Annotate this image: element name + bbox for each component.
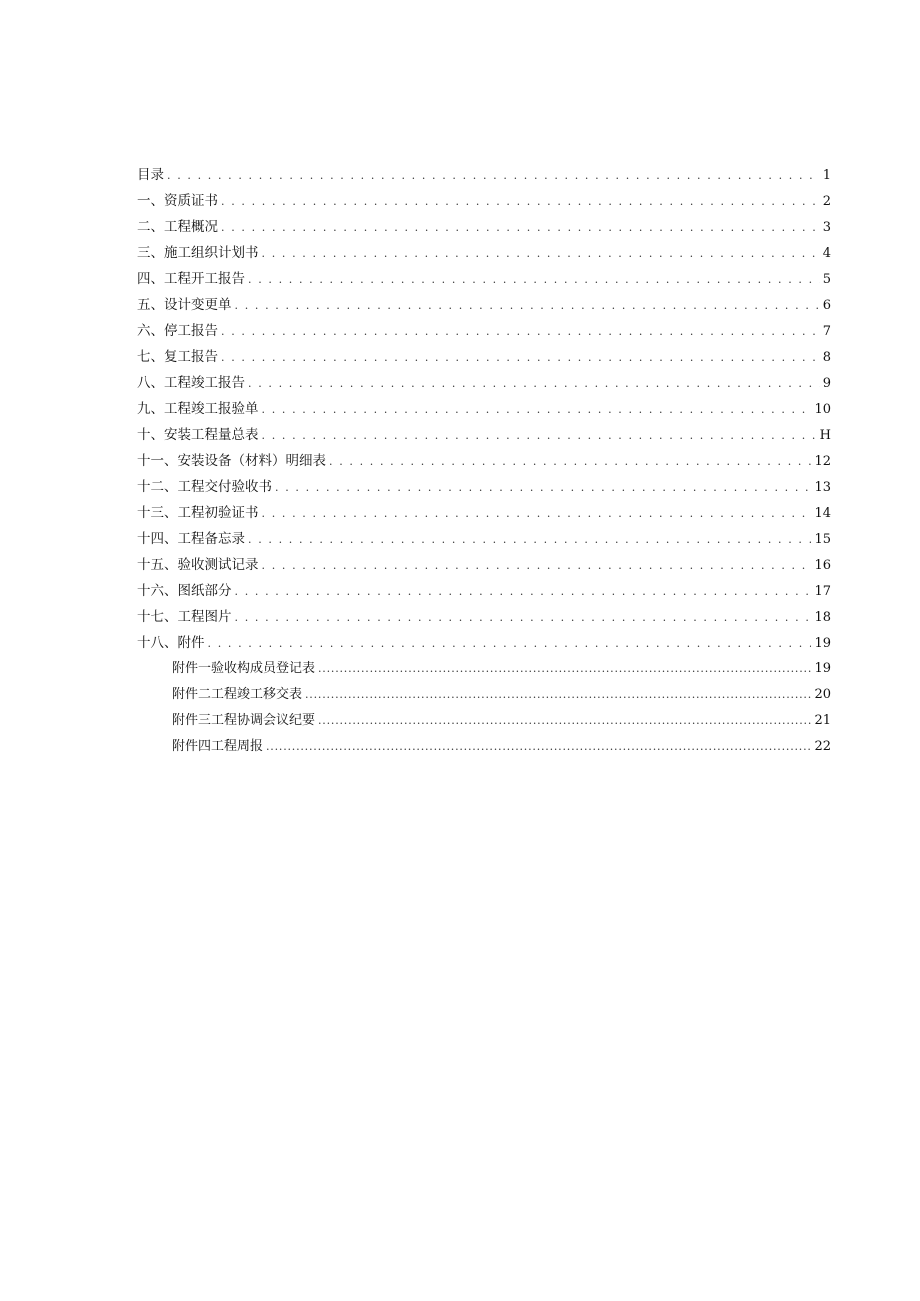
toc-entry[interactable] (137, 578, 831, 604)
toc-entry-label: 十七、工程图片 (137, 609, 232, 625)
toc-sub-entry[interactable] (137, 708, 831, 734)
toc-entry-label: 十四、工程备忘录 (137, 531, 245, 547)
toc-page-number: 3 (822, 220, 831, 235)
dot-leader (262, 501, 812, 527)
toc-entry-label: 二、工程概况 (137, 219, 218, 235)
toc-entry[interactable] (137, 370, 831, 396)
dot-leader (305, 682, 811, 708)
toc-page-number: 10 (814, 402, 831, 417)
dot-leader (248, 267, 820, 293)
toc-sub-entry-label: 附件四工程周报 (172, 739, 264, 754)
toc-entry-label: 十八、附件 (137, 635, 205, 651)
toc-page-number: 1 (822, 168, 831, 183)
toc-entry-label: 十二、工程交付验收书 (137, 479, 272, 495)
dot-leader (318, 708, 811, 734)
dot-leader (221, 319, 820, 345)
toc-entry-label: 七、复工报告 (137, 349, 218, 365)
dot-leader (262, 553, 812, 579)
toc-page-number: 2 (822, 194, 831, 209)
toc-page-number: 22 (814, 739, 831, 754)
toc-entry[interactable] (137, 422, 831, 448)
toc-entry-label: 十一、安装设备（材料）明细表 (137, 453, 326, 469)
toc-page-number: 12 (814, 454, 831, 469)
toc-page-number: 5 (822, 272, 831, 287)
toc-page-number: 19 (814, 661, 831, 676)
toc-entry[interactable] (137, 292, 831, 318)
toc-entry[interactable] (137, 630, 831, 656)
dot-leader (221, 189, 820, 215)
dot-leader (235, 605, 812, 631)
toc-page-number: 8 (822, 350, 831, 365)
toc-entry-label: 三、施工组织计划书 (137, 245, 259, 261)
toc-page-number: 4 (822, 246, 831, 261)
toc-entry[interactable] (137, 214, 831, 240)
toc-entry-label: 十、安装工程量总表 (137, 427, 259, 443)
table-of-contents (137, 162, 831, 760)
toc-page-number: 18 (814, 610, 831, 625)
toc-entry[interactable] (137, 500, 831, 526)
dot-leader (221, 345, 820, 371)
dot-leader (262, 397, 812, 423)
toc-entry-label: 九、工程竣工报验单 (137, 401, 259, 417)
toc-page-number: 9 (822, 376, 831, 391)
toc-entry-label: 一、资质证书 (137, 193, 218, 209)
toc-entry-label: 十六、图纸部分 (137, 583, 232, 599)
dot-leader (275, 475, 811, 501)
toc-page-number: H (819, 428, 831, 443)
toc-sub-entry[interactable] (137, 682, 831, 708)
toc-page-number: 17 (814, 584, 831, 599)
toc-entry[interactable] (137, 240, 831, 266)
dot-leader (318, 656, 811, 682)
dot-leader (208, 631, 812, 657)
toc-sub-entry-label: 附件三工程协调会议纪要 (172, 713, 316, 728)
dot-leader (329, 449, 811, 475)
toc-page-number: 21 (814, 713, 831, 728)
toc-entry-label: 十五、验收测试记录 (137, 557, 259, 573)
toc-entry-label: 四、工程开工报告 (137, 271, 245, 287)
toc-page-number: 15 (814, 532, 831, 547)
toc-entry[interactable] (137, 552, 831, 578)
toc-entry[interactable] (137, 344, 831, 370)
dot-leader (266, 734, 811, 760)
toc-entry-label: 十三、工程初验证书 (137, 505, 259, 521)
dot-leader (248, 371, 820, 397)
toc-entry-label: 六、停工报告 (137, 323, 218, 339)
toc-entry[interactable] (137, 188, 831, 214)
toc-sub-entry[interactable] (137, 656, 831, 682)
toc-page-number: 14 (814, 506, 831, 521)
toc-sub-entry[interactable] (137, 734, 831, 760)
toc-entry[interactable] (137, 162, 831, 188)
dot-leader (235, 579, 812, 605)
toc-entry-label: 八、工程竣工报告 (137, 375, 245, 391)
dot-leader (235, 293, 820, 319)
toc-entry[interactable] (137, 526, 831, 552)
toc-entry-label: 五、设计变更单 (137, 297, 232, 313)
dot-leader (262, 423, 817, 449)
dot-leader (248, 527, 811, 553)
toc-page-number: 20 (814, 687, 831, 702)
toc-entry[interactable] (137, 474, 831, 500)
dot-leader (167, 163, 820, 189)
toc-page-number: 13 (814, 480, 831, 495)
dot-leader (262, 241, 820, 267)
toc-page-number: 16 (814, 558, 831, 573)
toc-entry[interactable] (137, 266, 831, 292)
toc-entry[interactable] (137, 318, 831, 344)
toc-sub-entry-label: 附件一验收构成员登记表 (172, 661, 316, 676)
dot-leader (221, 215, 820, 241)
toc-page-number: 7 (822, 324, 831, 339)
toc-entry[interactable] (137, 396, 831, 422)
toc-sub-entry-label: 附件二工程竣工移交表 (172, 687, 303, 702)
toc-page-number: 6 (822, 298, 831, 313)
toc-entry[interactable] (137, 604, 831, 630)
toc-entry-label: 目录 (137, 167, 164, 183)
toc-page-number: 19 (814, 636, 831, 651)
toc-entry[interactable] (137, 448, 831, 474)
